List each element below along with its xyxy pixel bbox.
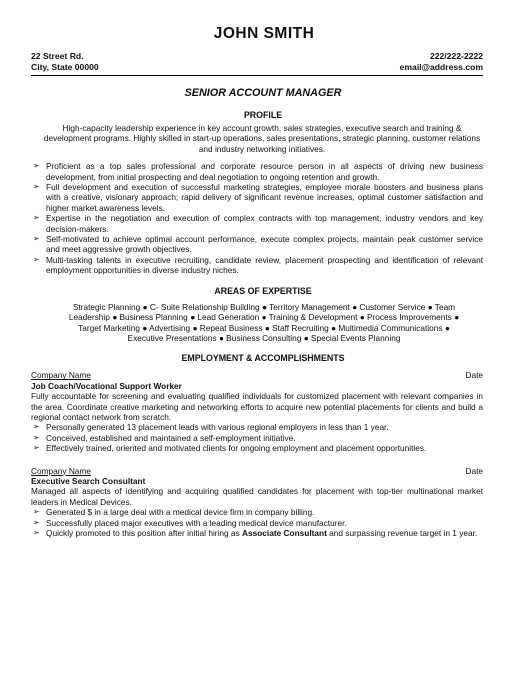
- position-title: Job Coach/Vocational Support Worker: [31, 380, 182, 391]
- arrow-bullet-icon: ➢: [33, 432, 40, 442]
- company-name: Company Name: [31, 465, 91, 476]
- company-row: [31, 466, 483, 476]
- list-item: ➢ Effectively trained, oriented and motivated clients for ongoing employment and placement opportunities.: [33, 443, 427, 454]
- list-item: ➢ Expertise in the negotiation and execution of complex contracts with top management, industry vendors and key decision-makers.: [33, 213, 483, 234]
- header-divider: [31, 75, 483, 76]
- email-address: email@address.com: [399, 62, 483, 72]
- job-entry-2: [31, 466, 483, 539]
- arrow-bullet-icon: ➢: [33, 161, 40, 171]
- job-bullet-list: [31, 507, 483, 538]
- list-item: ➢ Conceived, established and maintained a self-employment initiative.: [33, 432, 296, 443]
- target-job-title: SENIOR ACCOUNT MANAGER: [184, 87, 342, 99]
- position-title: Executive Search Consultant: [31, 475, 146, 486]
- list-item: ➢ Full development and execution of successful marketing strategies, employee morale boosters and business plans with a creative, visionary approach; rapid delivery of significant revenue increases, optimal customer satisfaction and higher market awareness levels.: [33, 182, 483, 213]
- job-entry-1: [31, 370, 483, 453]
- list-item: ➢ Multi-tasking talents in executive recruiting, candidate review, placement prospecting and identification of relevant employment opportunities in diverse industry niches.: [33, 254, 483, 276]
- list-item: ➢ Quickly promoted to this position after initial hiring as Associate Consultant and surpassing revenue target in 1 year.: [33, 528, 478, 538]
- address-line-2: City, State 00000: [31, 62, 99, 72]
- expertise-line: Leadership ● Business Planning ● Lead Generation ● Training & Development ● Process Improvements ●: [68, 312, 460, 323]
- arrow-bullet-icon: ➢: [33, 443, 40, 453]
- promoted-role: Associate Consultant: [242, 528, 327, 538]
- job-description: Managed all aspects of identifying and acquiring qualified candidates for placement with top-tier multinational market leaders in Medical Devices.: [31, 486, 483, 507]
- list-item: ➢ Successfully placed major executives with a leading medical device manufacturer.: [33, 517, 347, 528]
- expertise-line: Executive Presentations ● Business Consulting ● Special Events Planning: [127, 332, 401, 343]
- company-row: [31, 370, 483, 380]
- arrow-bullet-icon: ➢: [33, 517, 40, 527]
- arrow-bullet-icon: ➢: [33, 234, 40, 244]
- list-item: ➢ Generated $ in a large deal with a medical device firm in company billing.: [33, 507, 315, 518]
- arrow-bullet-icon: ➢: [33, 507, 40, 517]
- expertise-heading: AREAS OF EXPERTISE: [214, 285, 312, 296]
- phone-number: 222/222-2222: [429, 51, 483, 61]
- employment-heading: EMPLOYMENT & ACCOMPLISHMENTS: [181, 353, 345, 364]
- contact-row-1: [31, 51, 483, 62]
- job-date: Date: [465, 465, 483, 476]
- job-bullet-list: [31, 422, 483, 453]
- company-name: Company Name: [31, 370, 91, 381]
- job-date: Date: [465, 370, 483, 381]
- profile-summary: High-capacity leadership experience in key account growth, sales strategies, executive search and training & development programs. Highly skilled in start-up operations, sales presentations, strategic planning, customer relations and industry networking initiatives.: [43, 123, 481, 154]
- list-item: ➢ Proficient as a top sales professional and corporate resource person in all aspects of driving new business development, from initial prospecting and deal negotiation to ongoing retention and growth.: [33, 161, 483, 182]
- expertise-line: Target Marketing ● Advertising ● Repeat Business ● Staff Recruiting ● Multimedia Communications ●: [78, 322, 450, 333]
- arrow-bullet-icon: ➢: [33, 254, 40, 264]
- arrow-bullet-icon: ➢: [33, 422, 40, 432]
- contact-row-2: [31, 62, 483, 73]
- list-item: ➢ Self-motivated to achieve optimal account performance, execute complex projects, maintain peak customer service and meet aggressive growth objectives.: [33, 234, 483, 255]
- profile-heading: PROFILE: [243, 110, 283, 120]
- address-line-1: 22 Street Rd.: [31, 51, 84, 61]
- expertise-line: Strategic Planning ● C- Suite Relationship Building ● Territory Management ● Customer Service ● Team: [72, 301, 456, 312]
- expertise-list: [31, 302, 483, 344]
- profile-bullet-list: [31, 161, 483, 275]
- arrow-bullet-icon: ➢: [33, 213, 40, 223]
- arrow-bullet-icon: ➢: [33, 528, 40, 537]
- arrow-bullet-icon: ➢: [33, 182, 40, 192]
- list-item: ➢ Personally generated 13 placement leads with various regional employers in less than 1 year.: [33, 422, 389, 433]
- candidate-name: JOHN SMITH: [213, 25, 315, 42]
- job-description: Fully accountable for screening and evaluating qualified individuals for customized placement with relevant companies in the area. Coordinate creative marketing and networking efforts to acquire new potential placements for clients and build a regional contact network from scratch.: [31, 391, 483, 422]
